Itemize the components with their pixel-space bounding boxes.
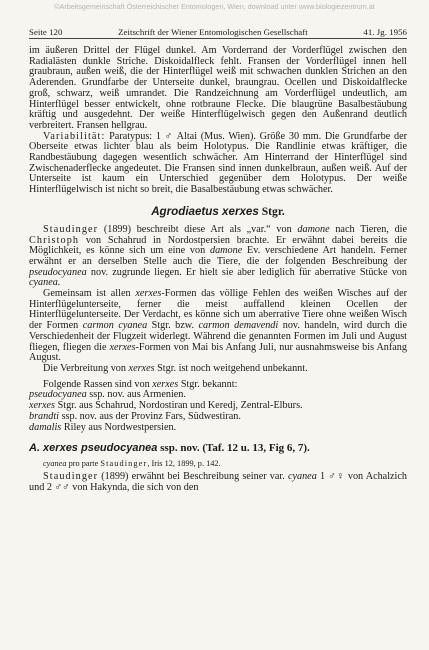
species-heading: Agrodiaetus xerxes Stgr. (151, 204, 285, 218)
paragraph-staudinger: Staudinger (1899) beschreibt diese Art als „var.“ von damone nach Tieren, die Christoph von Schahrud in Nordostpersien brachte. Er erwähnt dabei bereits die Möglichkeit, es könne sich um eine von damone Ev. verschiedene Art handeln. Ferner erwähnt er an derselben Stelle auch die Tiere, die der folgenden Beschreibung der pseudocyanea nov. zugrunde liegen. Er hielt sie aber lediglich für aberrative Stücke von cyanea. (29, 223, 408, 289)
copyright-watermark: ©Arbeitsgemeinschaft Österreichischer Entomologen, Wien, download unter www.biologiezentrum.at (54, 2, 375, 11)
paragraph-distribution: Die Verbreitung von xerxes Stgr. ist noch weitgehend unbekannt. (43, 362, 308, 374)
list-item: damalis Riley aus Nordwestpersien. (29, 421, 177, 433)
subspecies-heading: A. xerxes pseudocyanea ssp. nov. (Taf. 12 u. 13, Fig 6, 7). (29, 442, 310, 455)
list-item: pseudocyanea ssp. nov. aus Armenien. (29, 389, 186, 401)
list-item: xerxes Stgr. aus Schahrud, Nordostiran und Keredj, Zentral-Elburs. (29, 400, 303, 412)
variability-label: Variabilität: (43, 130, 106, 142)
journal-volume: 41. Jg. 1956 (363, 27, 407, 37)
paragraph-variability: Variabilität: Paratypus: 1 ♂ Altai (Mus. Wien). Größe 30 mm. Die Grundfarbe der Oberseite etwas lichter blau als beim Holotypus. Die Randlinie etwas kräftiger, die Randbestäubung dagegen wesentlich schwächer. Am Hinterrand der Hinterflügel sind Zwischenaderflecke angedeutet. Die Fransen sind innen dunkelbraun, außen weiß. Auf der Unterseite ist kaum ein Unterschied gegenüber dem Holotypus. Der weiße Hinterflügelwisch ist nicht so breit, die Basalbestäubung etwas schwächer. (29, 130, 407, 196)
paragraph-common-features: Gemeinsam ist allen xerxes-Formen das völlige Fehlen des weißen Wisches auf der Hinterflügelunterseite, ferner die meist auffallend kleinen Ocellen der Hinterflügelunterseite. Der Verdacht, es könne sich um aberrative Tiere ohne weißen Wisch der Formen carmon cyanea Stgr. bzw. carmon demavendi nov. handeln, wird durch die Verschiedenheit der Flugzeit widerlegt. Während die genannten Formen im Juli und August fliegen, fliegen die xerxes-Formen von Mai bis Anfang Juli, nur ausnahmsweise bis Anfang August. (29, 288, 407, 364)
page-body (29, 46, 407, 494)
paragraph-description-end: im äußeren Drittel der Flügel dunkel. Am Vorderrand der Vorderflügel zwischen den Radialästen dunkle Striche. Diskoidalfleck fehlt. Fransen der Vorderflügel innen hell graubraun, außen weiß, die der Hinterflügel weiß mit schwachen dunklen Strichen an den Aderenden. Grundfarbe der Unterseite dunkel, braungrau. Ocellen und Diskoidalflecke groß, schwarz, weiß umrandet. Die Randzeichnung am Vorderflügel undeutlich, am Hinterflügel besser entwickelt, ohne rotbraune Flecke. Die blaugrüne Basalbestäubung kräftig und ausgedehnt. Der weiße Hinterflügelwisch gegen den Außenrand deutlich verbreitert. Fransen hellgrau. (29, 45, 407, 131)
page-header (29, 27, 407, 39)
races-list (29, 380, 407, 434)
paragraph-staudinger-1899: Staudinger (1899) erwähnt bei Beschreibung seiner var. cyanea 1 ♂♀ von Achalzich und 2 ♂♂ von Hakynda, die sich von den (29, 471, 408, 493)
list-item: brandti ssp. nov. aus der Provinz Fars, Südwestiran. (29, 410, 241, 422)
synonym-note: cyanea pro parte Staudinger, Iris 12, 1899, p. 142. (43, 459, 221, 469)
races-list-intro: Folgende Rassen sind von xerxes Stgr. bekannt: (43, 378, 238, 390)
journal-title: Zeitschrift der Wiener Entomologischen Gesellschaft (118, 27, 308, 37)
page-number: Seite 120 (29, 27, 63, 37)
